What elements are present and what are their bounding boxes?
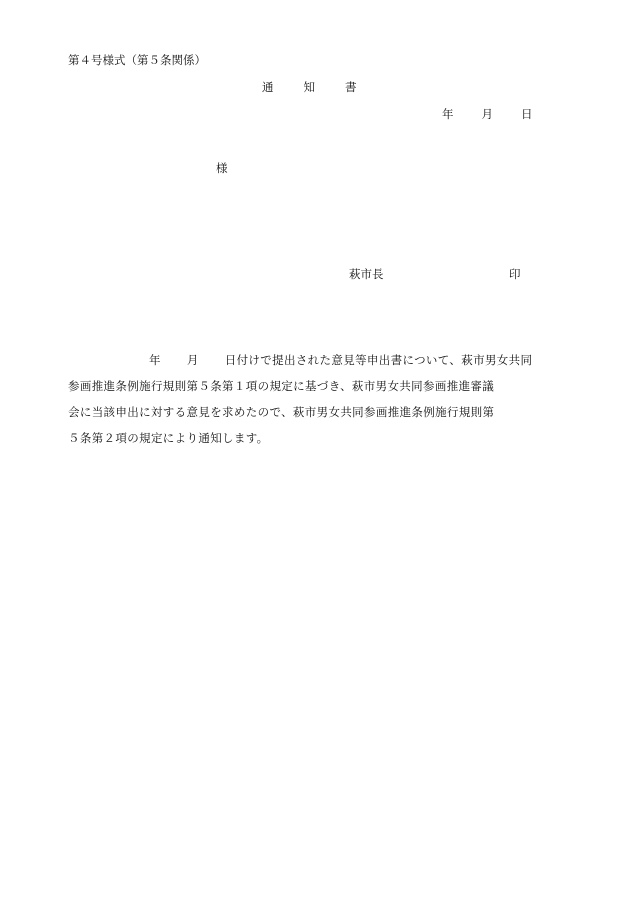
- form-number: 第４号様式（第５条関係）: [68, 53, 206, 67]
- body-line-1-text: 日付けで提出された意見等申出書について、萩市男女共同: [224, 353, 533, 367]
- date-day-label: 日: [521, 107, 533, 121]
- body-line-2: 参画推進条例施行規則第５条第１項の規定に基づき、萩市男女共同参画推進審議: [68, 379, 495, 393]
- body-line-4: ５条第２項の規定により通知します。: [68, 431, 269, 445]
- body-line-1: [68, 347, 548, 373]
- addressee-suffix: 様: [216, 161, 228, 175]
- date-year-label: 年: [442, 107, 454, 121]
- title-char-3: 書: [345, 80, 357, 94]
- date-month-label: 月: [481, 107, 493, 121]
- date-line: [442, 107, 533, 121]
- title-char-1: 通: [262, 80, 274, 94]
- seal-mark: 印: [509, 267, 521, 281]
- body-month-label: 月: [186, 353, 199, 367]
- body-year-label: 年: [149, 353, 161, 367]
- issuer-name: 萩市長: [349, 267, 384, 281]
- title-char-2: 知: [303, 80, 315, 94]
- document-title: [262, 80, 357, 94]
- body-line-3: 会に当該申出に対する意見を求めたので、萩市男女共同参画推進条例施行規則第: [68, 405, 495, 419]
- body-paragraph: [68, 347, 548, 451]
